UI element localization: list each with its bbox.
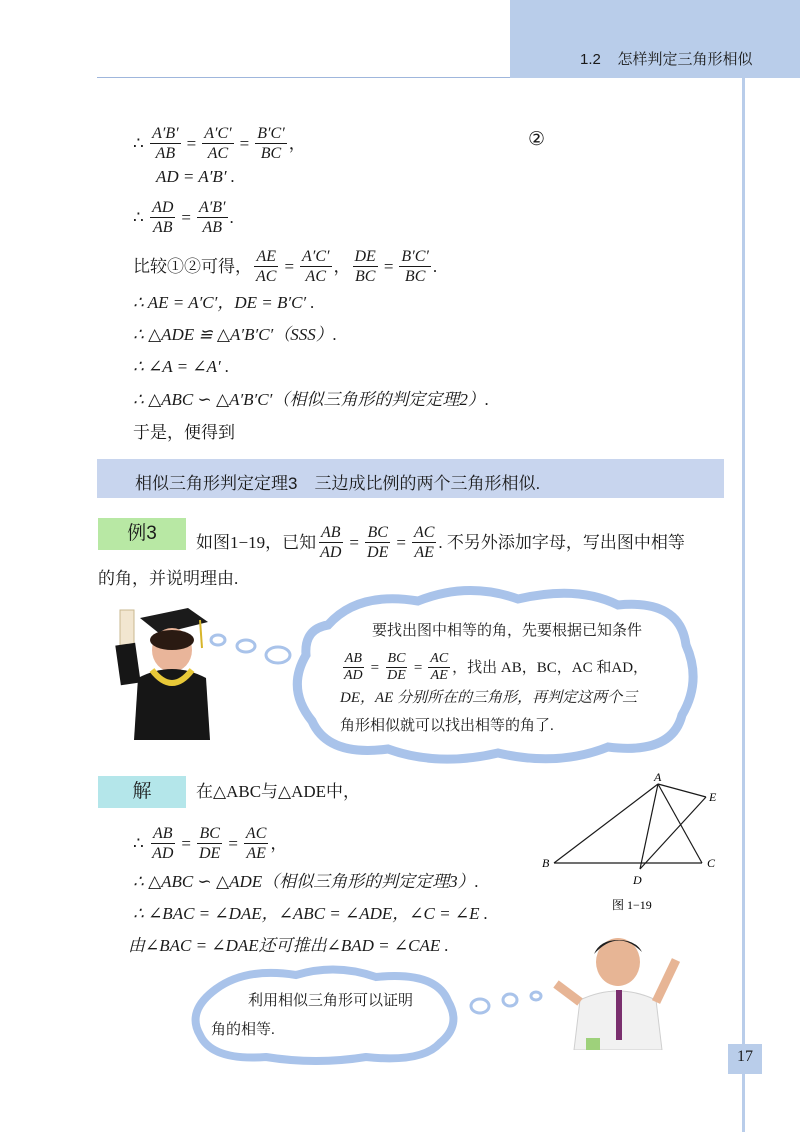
example-label: 例3 [98,518,186,550]
bubble1-line1: 要找出图中相等的角，先要根据已知条件 [372,623,643,639]
label-a: A [654,770,662,784]
bubble1-line4: 角形相似就可以找出相等的角了. [340,718,554,734]
solution-label: 解 [98,776,186,808]
fraction: $\frac{A'C'}{AC}$ [302,248,330,285]
solution-line-4: 由∠BAC = ∠DAE还可推出∠BAD = ∠CAE . [128,936,449,955]
proof-line-1: ∴ $\frac{A'B'}{AB}$ = $\frac{A'C'}{AC}$ = $\frac{B'C'}{BC}$ ， [133,125,306,162]
segment-ab [554,784,658,863]
solution-line-1: ∴ $\frac{AB}{AD}$ = $\frac{BC}{DE}$ = $\frac{AC}{AE}$ ， [133,825,288,862]
proof-line-5: ∴ AE = A′C′，DE = B′C′ . [133,293,315,312]
bubble1-line3: DE，AE 分别所在的三角形，再判定这两个三 [340,690,638,706]
fraction: $\frac{BC}{DE}$ [199,825,221,862]
section-name: 怎样判定三角形相似 [617,51,753,68]
fraction: $\frac{A'B'}{AB}$ [152,125,179,162]
student-boy-illustration [550,930,686,1050]
fraction: $\frac{AC}{AE}$ [430,651,449,683]
label-b: B [542,856,550,870]
example-statement-line2: 的角，并说明理由. [98,569,239,588]
proof-line-4: 比较①②可得， $\frac{AE}{AC}$ = $\frac{A'C'}{AC}$ ， $\frac{DE}{BC}$ = $\frac{B'C'}{BC}$ . [133,248,438,285]
segment-de [640,797,706,869]
fraction: $\frac{AB}{AD}$ [152,825,174,862]
section-title [580,48,753,69]
fraction: $\frac{AB}{AD}$ [320,524,342,561]
fraction: $\frac{BC}{DE}$ [367,524,389,561]
fraction: $\frac{BC}{DE}$ [387,651,406,683]
proof-line-2: AD = A′B′ . [156,167,236,186]
solution-line-3: ∴ ∠BAC = ∠DAE，∠ABC = ∠ADE，∠C = ∠E . [133,904,488,923]
side-rule [742,78,745,1132]
fraction: $\frac{AB}{AD}$ [344,651,363,683]
page-number: 17 [737,1048,753,1065]
fraction: $\frac{A'C'}{AC}$ [204,125,232,162]
figure-caption: 图 1−19 [612,898,652,912]
fraction: $\frac{B'C'}{BC}$ [257,125,285,162]
fraction: $\frac{A'B'}{AB}$ [199,199,226,236]
label-d: D [633,873,642,887]
segment-ac [658,784,702,863]
thought-dots-2 [468,986,558,1016]
header-rule [97,77,510,78]
proof-line-7: ∴ ∠A = ∠A′ . [133,357,230,376]
solution-intro: 在△ABC与△ADE中， [196,782,361,801]
proof-line-8: ∴ △ABC ∽ △A′B′C′（相似三角形的判定定理2）. [133,390,490,409]
therefore-symbol: ∴ [133,133,144,153]
example-statement: 如图1−19，已知 $\frac{AB}{AD}$ = $\frac{BC}{DE}$ = $\frac{AC}{AE}$ . 不另外添加字母，写出图中相等 [196,524,685,561]
segment-ad [640,784,658,869]
equation-mark: ② [528,129,546,150]
section-number: 1.2 [580,51,601,68]
fraction: $\frac{AD}{AB}$ [152,199,174,236]
fraction: $\frac{DE}{BC}$ [354,248,376,285]
segment-ae [658,784,706,797]
fraction: $\frac{AC}{AE}$ [413,524,435,561]
proof-line-9: 于是，便得到 [133,423,235,442]
student-graduate-illustration [110,600,220,740]
fraction: $\frac{AE}{AC}$ [256,248,277,285]
fraction: $\frac{AC}{AE}$ [245,825,267,862]
bubble1-line2: $\frac{AB}{AD}$ = $\frac{BC}{DE}$ = $\frac{AC}{AE}$ ，找出 AB，BC，AC 和AD， [344,651,649,683]
bubble2-line2: 角的相等. [211,1022,275,1038]
theorem-text: 相似三角形判定定理3 三边成比例的两个三角形相似. [135,474,541,493]
proof-line-3: ∴ $\frac{AD}{AB}$ = $\frac{A'B'}{AB}$ . [133,199,234,236]
solution-line-2: ∴ △ABC ∽ △ADE（相似三角形的判定定理3）. [133,872,479,891]
fraction: $\frac{B'C'}{BC}$ [401,248,429,285]
thought-bubble-2 [186,965,462,1065]
proof-line-6: ∴ △ADE ≌ △A′B′C′（SSS）. [133,325,338,344]
figure-1-19 [536,766,736,916]
bubble2-line1: 利用相似三角形可以证明 [248,993,414,1009]
label-e: E [709,790,717,804]
label-c: C [707,856,716,870]
